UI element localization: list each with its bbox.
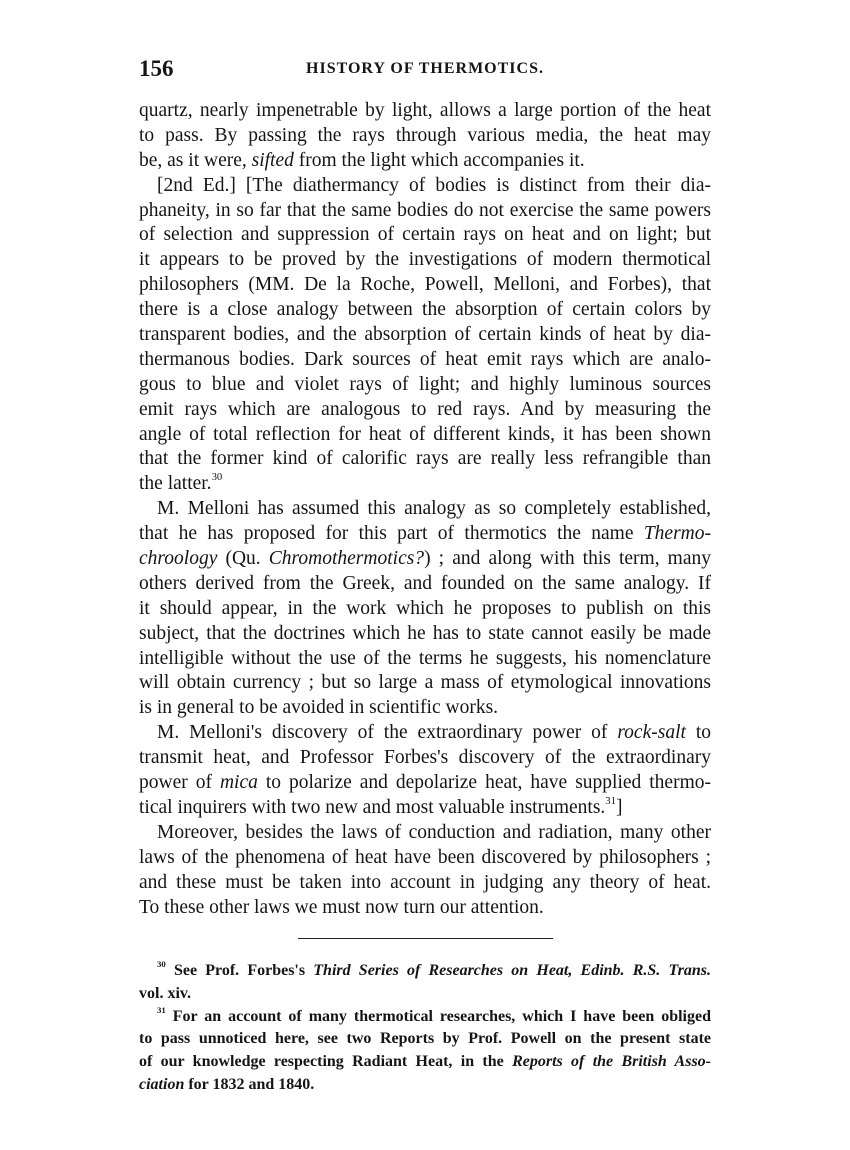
text-run: that he has proposed for this part of thermotics the name (139, 523, 644, 545)
text-run: ] (616, 796, 623, 818)
text-line: there is a close analogy between the absorption of certain colors by (139, 299, 711, 321)
text-line: it should appear, in the work which he proposes to publish on this (139, 597, 711, 619)
body-text (139, 99, 711, 920)
text-run: of our knowledge respecting Radiant Heat, in the (139, 1053, 513, 1071)
text-run: to (685, 722, 711, 744)
italic-term: chroology (139, 548, 218, 570)
text-line: phaneity, in so far that the same bodies do not exercise the same powers (139, 199, 711, 221)
text-run: be, as it were, (139, 149, 252, 171)
footnote-ref-30: 30 (211, 471, 223, 484)
footnote-mark-30: 30 (157, 959, 166, 970)
text-line (139, 472, 711, 497)
footnote-line (139, 1051, 711, 1074)
text-run: (Qu. (217, 548, 269, 570)
italic-term: Reports of the British Asso- (512, 1053, 711, 1071)
text-line: [2nd Ed.] [The diathermancy of bodies is distinct from their dia- (157, 174, 711, 196)
text-line: Moreover, besides the laws of conduction and radiation, many other (157, 821, 711, 843)
text-line: laws of the phenomena of heat have been discovered by philosophers ; (139, 846, 711, 868)
footnote-ref-31: 31 (605, 794, 617, 807)
text-line: others derived from the Greek, and founded on the same analogy. If (139, 572, 711, 594)
italic-term: ciation (139, 1075, 185, 1093)
text-line: intelligible without the use of the terms he suggests, his nomenclature (139, 647, 711, 669)
text-line: of selection and suppression of certain rays on heat and on light; but (139, 224, 711, 246)
text-line (139, 149, 711, 174)
footnote-line: vol. xiv. (139, 984, 192, 1002)
text-line: quartz, nearly impenetrable by light, allows a large portion of the heat (139, 100, 711, 121)
italic-term: Chromothermotics? (268, 548, 425, 570)
text-run: ) ; and along with this term, many (424, 548, 712, 570)
text-line: thermanous bodies. Dark sources of heat emit rays which are analo- (139, 348, 711, 370)
italic-term: Thermo- (643, 523, 711, 545)
text-line: is in general to be avoided in scientific works. (139, 697, 499, 719)
text-run: from the light which accompanies it. (293, 149, 585, 171)
text-line: that the former kind of calorific rays are really less refrangible than (139, 448, 711, 470)
footnotes (139, 960, 711, 1097)
italic-term: rock-salt (617, 722, 686, 744)
text-line: emit rays which are analogous to red rays. And by measuring the (139, 398, 711, 420)
text-line (139, 771, 711, 796)
text-run: power of (139, 772, 220, 794)
text-line: M. Melloni has assumed this analogy as so completely established, (157, 498, 711, 520)
italic-term: Third Series of Researches on Heat, Edinb. R.S. Trans. (313, 962, 711, 979)
text-run: the latter. (139, 473, 212, 495)
italic-term: mica (219, 772, 258, 794)
text-line (139, 796, 711, 821)
text-line: it appears to be proved by the investigations of modern thermotical (139, 249, 711, 271)
text-line: transparent bodies, and the absorption of certain kinds of heat by dia- (139, 324, 711, 346)
text-line: to pass. By passing the rays through various media, the heat may (139, 124, 711, 146)
text-line: angle of total reflection for heat of different kinds, it has been shown (139, 423, 711, 445)
footnote-divider (298, 938, 553, 939)
footnote-mark-31: 31 (157, 1004, 166, 1015)
text-run: For an account of many thermotical researches, which I have been obliged (165, 1007, 711, 1025)
footnote-line (139, 960, 711, 983)
text-line: To these other laws we must now turn our attention. (139, 896, 544, 918)
footnote-line (139, 1074, 711, 1097)
italic-term: sifted (251, 149, 294, 171)
text-line: transmit heat, and Professor Forbes's discovery of the extraordinary (139, 747, 711, 769)
text-line (139, 522, 711, 547)
running-title: HISTORY OF THERMOTICS. (306, 60, 544, 77)
page-header (139, 56, 711, 86)
text-run: See Prof. Forbes's (165, 962, 314, 979)
page-number: 156 (139, 56, 174, 81)
text-line: and these must be taken into account in judging any theory of heat. (139, 871, 711, 893)
text-run: M. Melloni's discovery of the extraordinary power of (157, 722, 618, 744)
footnote-line (139, 1006, 711, 1029)
footnote-line: to pass unnoticed here, see two Reports by Prof. Powell on the present state (139, 1030, 711, 1048)
text-line: subject, that the doctrines which he has to state cannot easily be made (139, 622, 711, 644)
text-run: tical inquirers with two new and most valuable instruments. (139, 796, 606, 818)
text-run: for 1832 and 1840. (184, 1075, 315, 1093)
text-run: to polarize and depolarize heat, have supplied thermo- (257, 772, 711, 794)
text-line (139, 547, 711, 572)
text-line: philosophers (MM. De la Roche, Powell, Melloni, and Forbes), that (139, 274, 711, 296)
text-line: gous to blue and violet rays of light; and highly luminous sources (139, 373, 711, 395)
text-line: will obtain currency ; but so large a mass of etymological innovations (139, 672, 711, 694)
text-line (139, 721, 711, 746)
